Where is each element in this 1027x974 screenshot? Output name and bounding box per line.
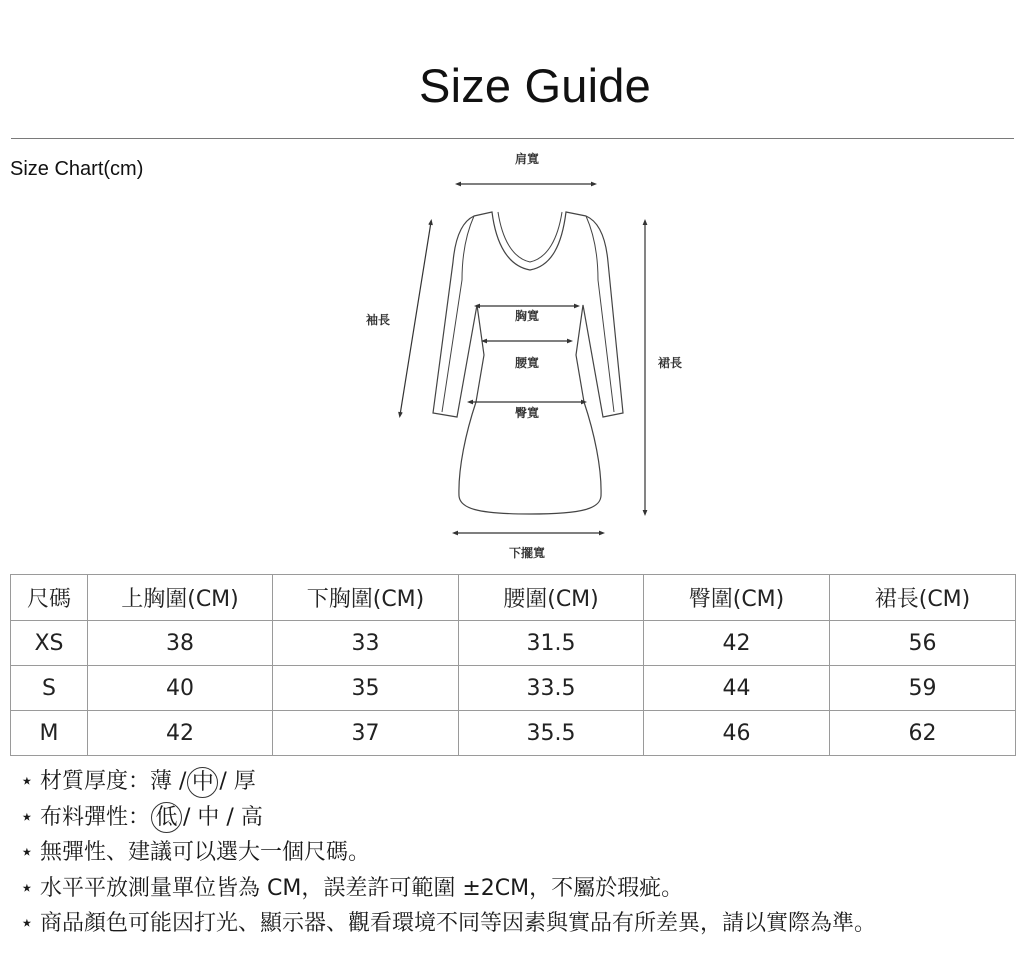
table-cell: 33 <box>273 621 459 666</box>
sleeve-seam-left <box>442 216 474 412</box>
table-cell: 56 <box>830 621 1016 666</box>
table-cell: XS <box>11 621 88 666</box>
star-icon: ⋆ <box>20 840 34 865</box>
header-length: 裙長(CM) <box>830 575 1016 621</box>
shoulder-label: 肩寬 <box>514 152 540 166</box>
note-text: 商品顏色可能因打光、顯示器、觀看環境不同等因素與實品有所差異，請以實際為準。 <box>40 911 877 936</box>
note-fabric-stretch <box>20 800 876 836</box>
table-row <box>11 711 1016 756</box>
notes-list <box>20 764 876 942</box>
table-row <box>11 621 1016 666</box>
note-text: 布料彈性： <box>40 804 151 830</box>
table-cell: 42 <box>88 711 273 756</box>
table-cell: 35.5 <box>459 711 644 756</box>
chest-label: 胸寬 <box>514 309 540 323</box>
table-cell: 44 <box>644 666 830 711</box>
page-title: Size Guide <box>419 59 651 112</box>
note-text: 無彈性、建議可以選大一個尺碼。 <box>40 840 371 865</box>
header-hip: 臀圍(CM) <box>644 575 830 621</box>
table-cell: 38 <box>88 621 273 666</box>
header-upper-bust: 上胸圍(CM) <box>88 575 273 621</box>
sleeve-arrow <box>400 222 431 415</box>
note-text: 材質厚度：薄 / <box>40 769 187 794</box>
table-cell: 59 <box>830 666 1016 711</box>
length-label: 裙長 <box>657 356 683 370</box>
table-header-row <box>11 575 1016 621</box>
table-cell: 62 <box>830 711 1016 756</box>
header-under-bust: 下胸圍(CM) <box>273 575 459 621</box>
waist-label: 腰寬 <box>514 356 540 370</box>
dress-outline <box>433 212 623 514</box>
hip-label: 臀寬 <box>514 406 540 420</box>
sleeve-seam-right <box>586 216 614 412</box>
selected-option-circle: 中 <box>187 767 218 798</box>
note-material-thickness <box>20 764 876 800</box>
note-text: / 厚 <box>219 769 256 794</box>
table-cell: S <box>11 666 88 711</box>
size-table <box>10 574 1016 756</box>
header-waist: 腰圍(CM) <box>459 575 644 621</box>
sleeve-label: 袖長 <box>365 313 391 327</box>
header-size: 尺碼 <box>11 575 88 621</box>
star-icon: ⋆ <box>20 804 34 830</box>
note-size-advice <box>20 835 876 871</box>
size-chart-label: Size Chart(cm) <box>10 158 144 180</box>
star-icon: ⋆ <box>20 875 34 901</box>
note-text: / 中 / 高 <box>183 804 263 830</box>
table-cell: 46 <box>644 711 830 756</box>
table-cell: 42 <box>644 621 830 666</box>
table-row <box>11 666 1016 711</box>
table-cell: 31.5 <box>459 621 644 666</box>
title-divider <box>11 138 1014 139</box>
table-cell: 33.5 <box>459 666 644 711</box>
note-color-disclaimer <box>20 906 876 942</box>
hem-label: 下擺寬 <box>508 546 546 560</box>
note-measurement <box>20 871 876 907</box>
star-icon: ⋆ <box>20 911 34 936</box>
table-cell: 40 <box>88 666 273 711</box>
table-cell: M <box>11 711 88 756</box>
note-text: 水平平放測量單位皆為 CM，誤差許可範圍 ±2CM，不屬於瑕疵。 <box>40 875 684 901</box>
neckline-inner <box>498 212 562 262</box>
table-cell: 35 <box>273 666 459 711</box>
star-icon: ⋆ <box>20 769 34 794</box>
table-cell: 37 <box>273 711 459 756</box>
selected-option-circle: 低 <box>151 802 182 833</box>
